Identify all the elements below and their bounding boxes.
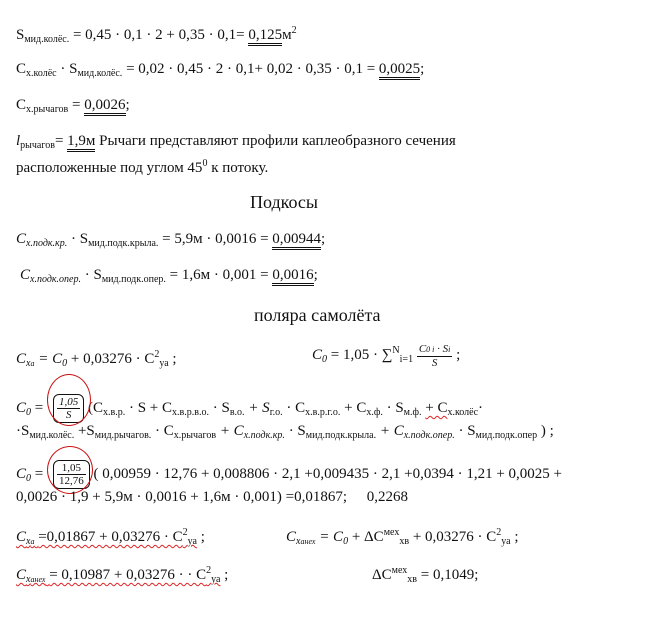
line-lever-length: $l_{рычагов}= 1,9м$ Рычаги представляют профили каплеобразного сечения — [16, 133, 456, 151]
result: 0,0026 — [84, 97, 125, 116]
line-lever-description: расположенные под углом $45^0$ к потоку. — [16, 158, 269, 176]
line-cx-anex: $C_{xанех} = C_0 + \Delta C^{мех}_{хв} + 0,03276 \cdot C^2_{уа}$ ; — [286, 527, 519, 547]
result: 0,0025 — [379, 61, 420, 80]
symbol: S — [16, 27, 25, 43]
result: 0,125 — [248, 27, 282, 46]
line-s-mid-wheels: $S_{мид.колёс.} = 0,45 \cdot 0,1 \cdot 2 + 0,35 \cdot 0,1= 0,125м^2$ — [16, 25, 297, 45]
line-cx0-numeric: $C_0$ = $\frac{1,05}{12,76}$ ( 0,00959 · 12,76 + 0,008806 · 2,1 +0,009435 · 2,1 +0,0394 · 1,21 + 0,0025 + — [16, 462, 563, 487]
line-cxa-anex-result: $C_{xанех} = 0,10987 + 0,03276$ · · $C^2_{уа}$ ; — [16, 565, 229, 585]
line-cx0-expanded: $C_0$ = $\frac{1,05}{S}$ ($C_{x.в.р.} \cdot S + C_{x.в.р.в.о.} \cdot S_{в.о.} + S_{г.о.} \cdot C_{x.в.р.г.о.} + C_{x.ф.} \cdot S_{м.ф.} + C_{x.колёс}\cdot$ — [16, 396, 484, 421]
line-strut-tail: $C_{x.подк.опер.} \cdot S_{мид.подк.опер.} = 1,6м \cdot 0,001 = 0,0016$; — [20, 267, 318, 285]
line-polar-formula: $C_{xa} = C_0 + 0,03276 \cdot C^2_{уа}$ ; — [16, 349, 177, 369]
result: 0,0016 — [272, 267, 313, 286]
line-cx-levers: $C_{х.рычагов} = 0,0026$; — [16, 97, 130, 115]
line-strut-wing: $C_{x.подк.кр.} \cdot S_{мид.подк.крыла.} = 5,9м \cdot 0,0016 = 0,00944$; — [16, 231, 326, 249]
line-cxa-result: $C_{xa} =0,01867 + 0,03276 \cdot C^2_{уа}$ ; — [16, 527, 205, 547]
line-cx-wheels: $C_{х.колёс} \cdot S_{мид.колёс.} = 0,02 \cdot 0,45 \cdot 2 \cdot 0,1+ 0,02 \cdot 0,35 \cdot 0,1 = 0,0025$; — [16, 61, 425, 79]
red-annotation-circle-2 — [47, 446, 93, 494]
line-cx0-numeric-continued: 0,0026 · 1,9 + 5,9м · 0,0016 + 1,6м · 0,001) =0,01867; 0,2268 — [16, 489, 409, 505]
line-cx0-sum: $C_0 = 1,05 \cdot \sum^N_{i=1}$ $\frac{C0 i \cdot Si}{S}$ ; — [312, 342, 461, 369]
heading-polar: поляра самолёта — [254, 305, 381, 325]
heading-struts: Подкосы — [250, 192, 319, 212]
line-delta-cx: $\Delta C^{мех}_{хв} = 0,1049$; — [372, 565, 479, 585]
result: 1,9м — [67, 133, 95, 152]
expression: = 0,45 · 0,1 · 2 + 0,35 · 0,1= — [72, 27, 245, 43]
result: 0,00944 — [272, 231, 321, 250]
red-annotation-circle-1 — [47, 374, 91, 426]
line-cx0-continued: $\cdot S_{мид.колёс.} +S_{мид.рычагов.} \cdot C_{x.рычагов} + C_{x.подк.кр.} \cdot S_{мид.подк.крыла.} + C_{x.подк.опер.} \cdot S_{мид.подк.опер}$ ) ; — [16, 423, 554, 441]
description-text: Рычаги представляют профили каплеобразного сечения — [99, 133, 456, 149]
